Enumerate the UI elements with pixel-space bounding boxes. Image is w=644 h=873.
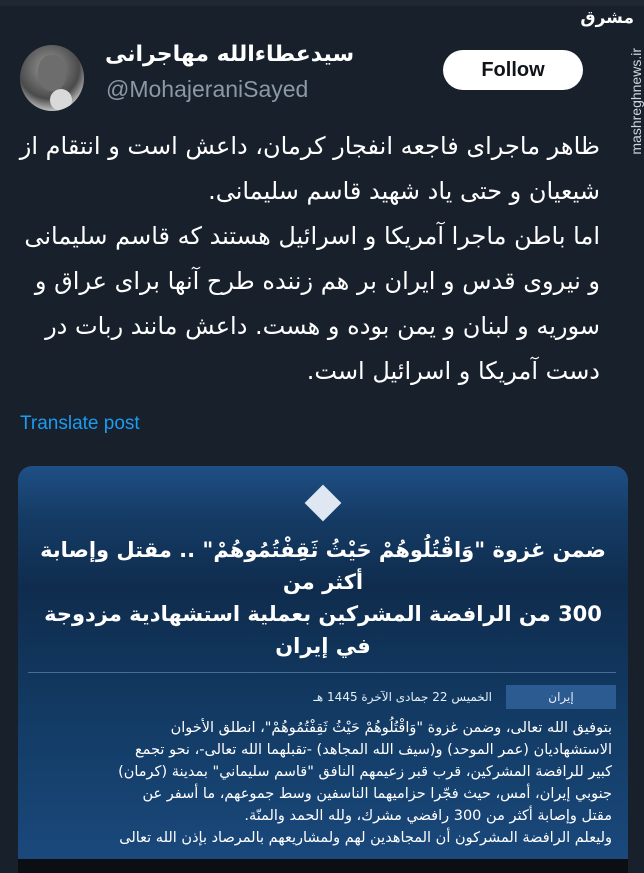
media-article bbox=[32, 717, 612, 849]
tweet-line: سوریه و لبنان و یمن بوده و هست. داعش مانند ربات در bbox=[45, 312, 600, 340]
media-meta bbox=[30, 685, 616, 709]
tweet-line: اما باطن ماجرا آمریکا و اسرائیل هستند که قاسم سلیمانی bbox=[24, 222, 600, 250]
article-line: كبير للرافضة المشركين، قرب قبر زعيمهم النافق "قاسم سليماني" بمدينة (كرمان) bbox=[118, 764, 612, 780]
watermark-site: mashreghnews.ir bbox=[628, 48, 644, 155]
tweet-header bbox=[0, 0, 644, 124]
avatar-child bbox=[50, 89, 72, 111]
translate-post-link[interactable]: Translate post bbox=[20, 413, 140, 434]
media-tag: إيران bbox=[506, 685, 616, 709]
media-divider bbox=[28, 672, 616, 673]
headline-line: 300 من الرافضة المشركين بعملية استشهادية مزدوجة في إيران bbox=[44, 602, 602, 658]
media-bottom-shadow bbox=[18, 859, 628, 873]
watermark-logo: مشرق bbox=[580, 8, 634, 28]
avatar-face bbox=[38, 55, 66, 91]
watermark bbox=[580, 8, 644, 308]
follow-button[interactable]: Follow bbox=[443, 50, 583, 90]
article-line: مقتل وإصابة أكثر من 300 رافضي مشرك، ولله الحمد والمنّة. bbox=[244, 808, 612, 824]
media-date: الخميس 22 جمادى الآخرة 1445 هـ bbox=[313, 690, 492, 704]
avatar[interactable] bbox=[20, 45, 84, 111]
article-line: الاستشهاديان (عمر الموحد) و(سيف الله المجاهد) -تقبلهما الله تعالى-، نحو تجمع bbox=[134, 742, 612, 758]
tweet-line: ظاهر ماجرای فاجعه انفجار کرمان، داعش است و انتقام از bbox=[19, 132, 600, 160]
tweet-text bbox=[18, 124, 600, 394]
emblem-icon bbox=[305, 485, 342, 522]
headline-line: ضمن غزوة "وَاقْتُلُوهُمْ حَيْثُ ثَقِفْتُمُوهُمْ" .. مقتل وإصابة أكثر من bbox=[40, 538, 606, 594]
media-headline bbox=[32, 534, 614, 662]
article-line: وليعلم الرافضة المشركون أن المجاهدين لهم ولمشاريعهم بالمرصاد بإذن الله تعالى bbox=[119, 830, 612, 846]
author-handle[interactable]: @MohajeraniSayed bbox=[106, 76, 309, 102]
media-image[interactable] bbox=[18, 466, 628, 873]
emblem bbox=[18, 466, 628, 530]
author-display-name[interactable]: سیدعطاءالله مهاجرانی bbox=[105, 42, 355, 67]
tweet-line: شیعیان و حتی یاد شهید قاسم سلیمانی. bbox=[208, 177, 600, 205]
article-line: جنوبي إيران، أمس، حيث فجّرا حزاميهما الناسفين وسط جموعهم، ما أسفر عن bbox=[142, 786, 612, 802]
tweet-line: و نیروی قدس و ایران بر هم زننده طرح آنها برای عراق و bbox=[34, 267, 600, 295]
article-line: بتوفيق الله تعالى، وضمن غزوة "وَاقْتُلُوهُمْ حَيْثُ ثَقِفْتُمُوهُمْ"، انطلق الأخوان bbox=[170, 720, 612, 736]
tweet-line: دست آمریکا و اسرائیل است. bbox=[306, 357, 600, 385]
